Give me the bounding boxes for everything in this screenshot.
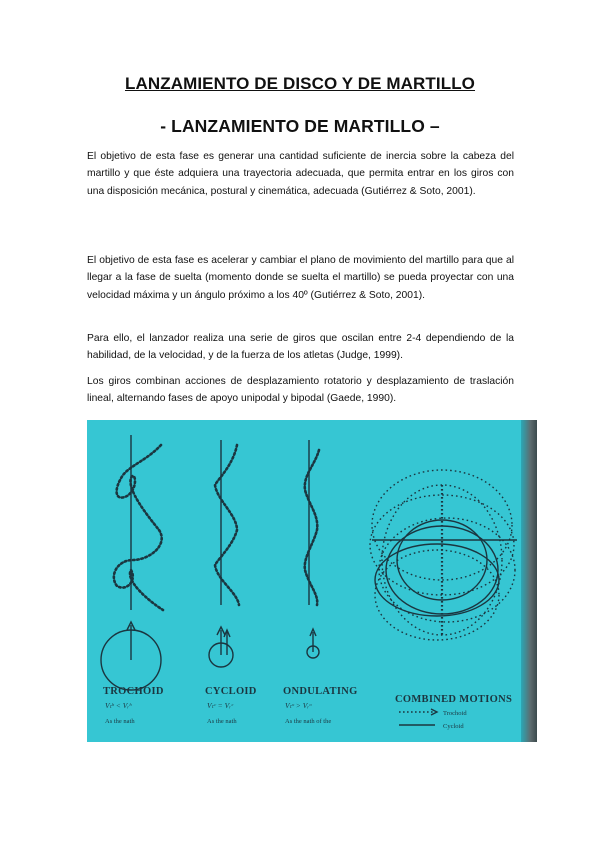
paragraph-2: El objetivo de esta fase es acelerar y cambiar el plano de movimiento del martillo para que al llegar a la fase de suelta (momento donde se suelta el martillo) se pueda proyectar con una velocidad máxima y un ángulo próximo a los 40º (Gutiérrez & Soto, 2001).	[87, 255, 514, 301]
trochoid-label: TROCHOID	[103, 686, 164, 697]
trochoid-curve	[114, 445, 163, 610]
ondulating-note: As the nath of the	[285, 718, 332, 725]
paragraph-4: Los giros combinan acciones de desplazamiento rotatorio y desplazamiento de traslación lineal, alternando fases de apoyo unipodal y bipodal (Gaede, 1990).	[87, 376, 514, 405]
ondulating-curve	[305, 450, 319, 605]
combined-motions-diagram	[370, 470, 517, 640]
motion-diagram-svg	[87, 420, 537, 742]
motion-diagram-figure	[87, 420, 537, 742]
cycloid-curve	[215, 445, 239, 605]
trochoid-formula: Vₜʰ < Vᵣʰ	[105, 701, 132, 710]
combined-motions-label: COMBINED MOTIONS	[395, 694, 513, 705]
ondulating-label: ONDULATING	[283, 686, 358, 697]
document-title: LANZAMIENTO DE DISCO Y DE MARTILLO	[124, 74, 476, 93]
trochoid-note: As the nath	[105, 718, 135, 725]
ondulating-formula: Vₜᵒ > Vᵣᵒ	[285, 701, 312, 710]
legend-cycloid-text: Cycloid	[443, 723, 464, 730]
cycloid-label: CYCLOID	[205, 686, 257, 697]
cycloid-formula: Vₜᶜ = Vᵣᶜ	[207, 701, 233, 710]
cycloid-note: As the nath	[207, 718, 237, 725]
section-subtitle: - LANZAMIENTO DE MARTILLO –	[160, 116, 440, 136]
paragraph-3: Para ello, el lanzador realiza una serie de giros que oscilan entre 2-4 dependiendo de la habilidad, de la velocidad, y de la fuerza de los atletas (Judge, 1999).	[87, 333, 514, 362]
paragraph-1: El objetivo de esta fase es generar una cantidad suficiente de inercia sobre la cabeza del martillo y que éste adquiera una trayectoria adecuada, que permita entrar en los giros con una disposición mecánica, postural y cinemática, adecuada (Gutiérrez & Soto, 2001).	[87, 151, 514, 197]
legend-trochoid-text: Trochoid	[443, 710, 467, 717]
